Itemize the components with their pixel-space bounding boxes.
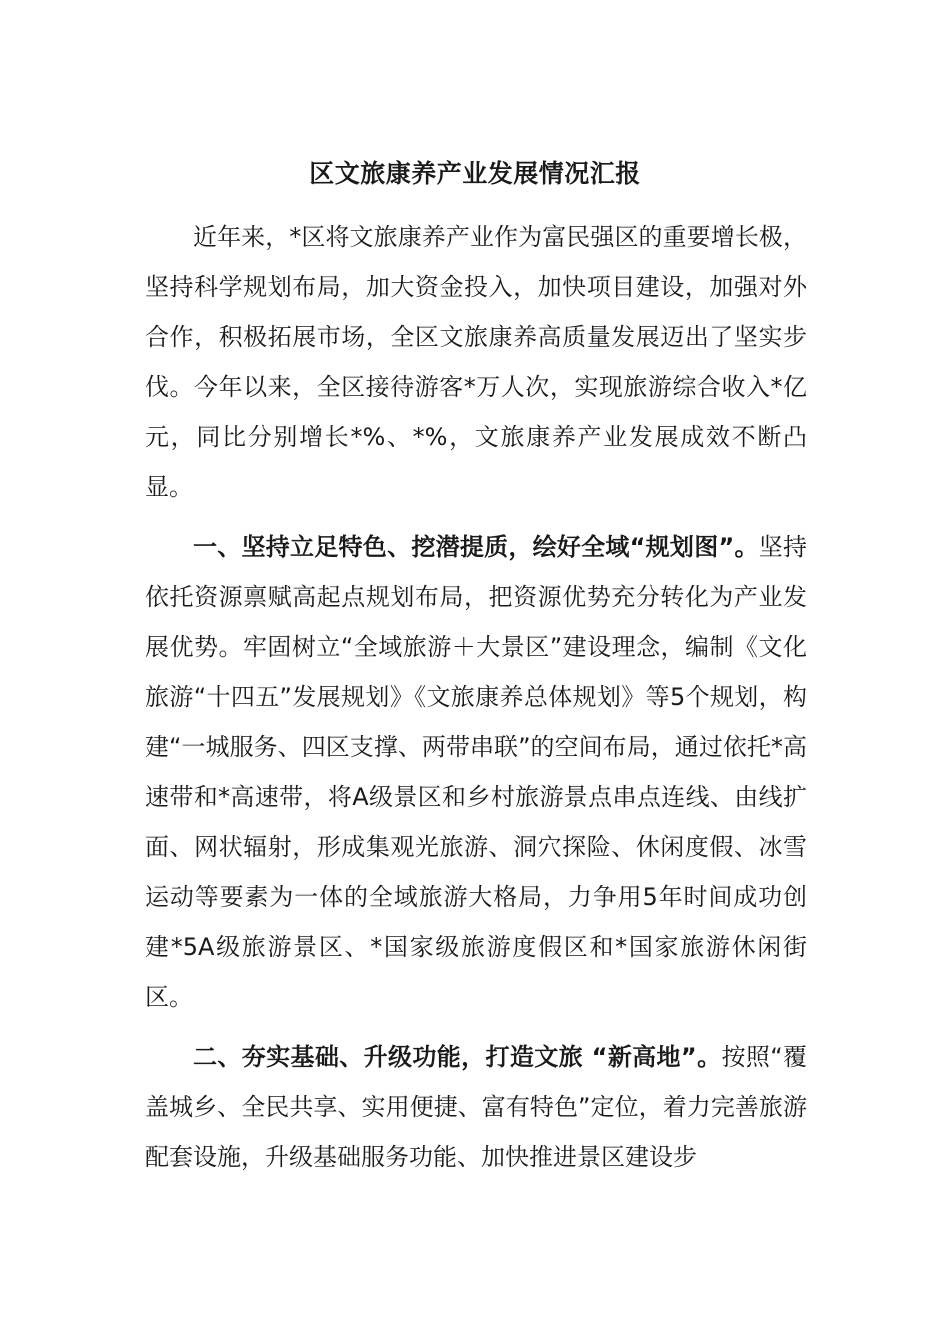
paragraph-text: 近年来，*区将文旅康养产业作为富民强区的重要增长极，坚持科学规划布局，加大资金投入，加快项目建设，加强对外合作，积极拓展市场，全区文旅康养高质量发展迈出了坚实步伐。今年以来，全区接待游客*万人次，实现旅游综合收入*亿元，同比分别增长*%、*%，文旅康养产业发展成效不断凸显。 bbox=[145, 223, 807, 501]
paragraph-heading: 二、夯实基础、升级功能，打造文旅 “新高地”。 bbox=[193, 1043, 722, 1071]
document-title: 区文旅康养产业发展情况汇报 bbox=[309, 159, 641, 188]
paragraph-text: 按照“覆盖城乡、全民共享、实用便捷、富有特色”定位，着力完善旅游配套设施，升级基础服务功能、加快推进景区建设步 bbox=[145, 1043, 808, 1171]
paragraph-heading: 一、坚持立足特色、挖潜提质，绘好全域“规划图”。 bbox=[193, 533, 759, 561]
paragraph-text: 坚持依托资源禀赋高起点规划布局，把资源优势充分转化为产业发展优势。牢固树立“全域旅游＋大景区”建设理念，编制《文化旅游“十四五”发展规划》《文旅康养总体规划》等5个规划，构建“一城服务、四区支撑、两带串联”的空间布局，通过依托*高速带和*高速带，将A级景区和乡村旅游景点串点连线、由线扩面、网状辐射，形成集观光旅游、洞穴探险、休闲度假、冰雪运动等要素为一体的全域旅游大格局，力争用5年时间成功创建*5A级旅游景区、*国家级旅游度假区和*国家旅游休闲街区。 bbox=[145, 533, 808, 1011]
paragraph-section-2 bbox=[145, 1032, 807, 1182]
paragraph-intro bbox=[145, 212, 807, 512]
document-body bbox=[145, 212, 807, 1192]
paragraph-section-1 bbox=[145, 522, 807, 1022]
